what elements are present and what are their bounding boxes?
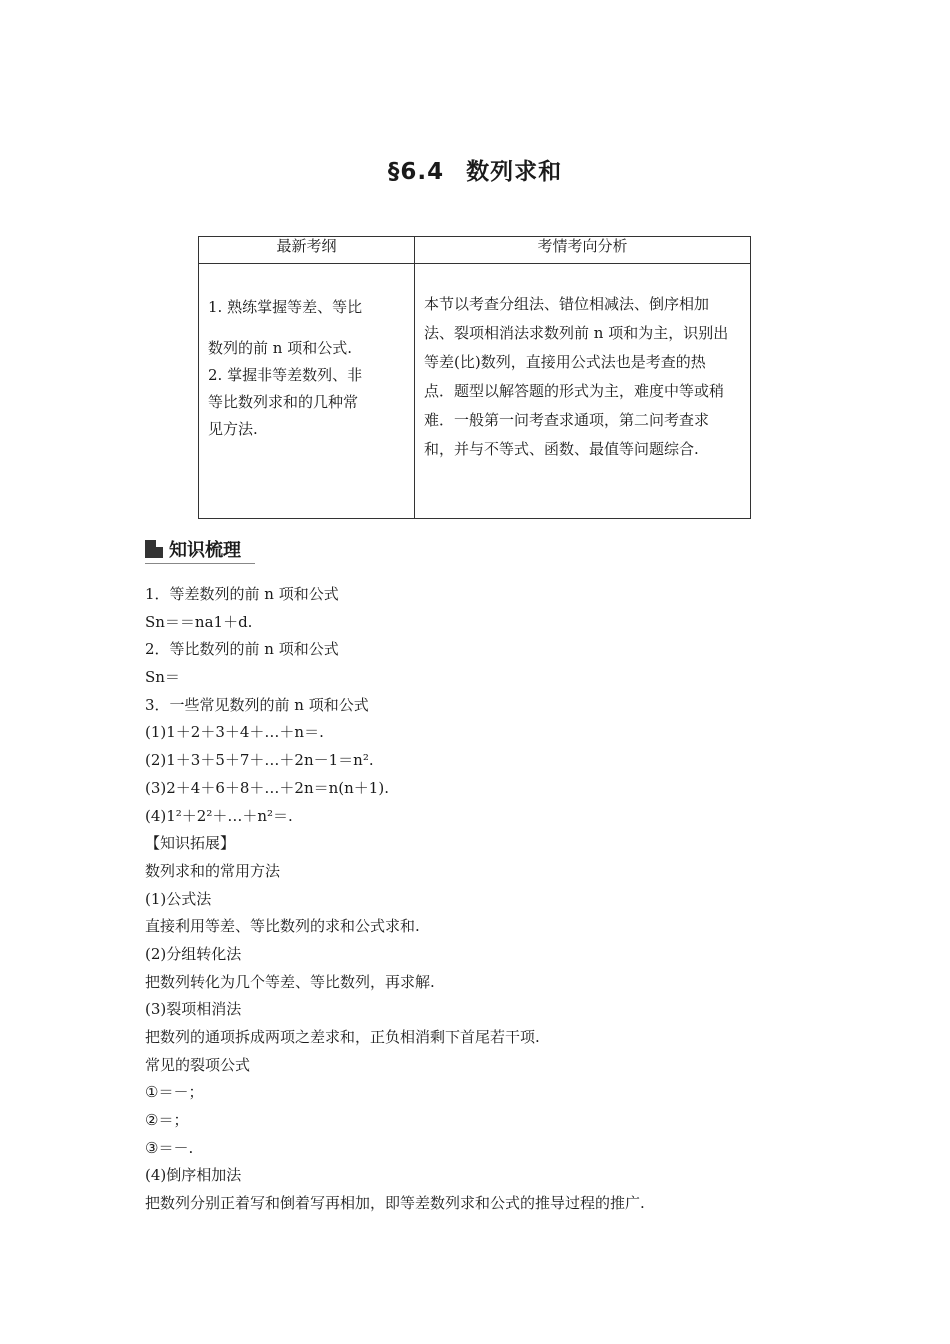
analysis-line: 点．题型以解答题的形式为主，难度中等或稍 xyxy=(424,382,725,400)
section-number: §6.4 xyxy=(387,159,445,185)
section-underline xyxy=(145,563,255,564)
content-line: 把数列的通项拆成两项之差求和，正负相消剩下首尾若干项. xyxy=(145,1028,540,1046)
syllabus-line: 1. 熟练掌握等差、等比 xyxy=(208,298,363,316)
content-line: (3)2＋4＋6＋8＋…＋2n＝n(n＋1). xyxy=(145,778,389,797)
content-line: Sn＝＝na1＋d. xyxy=(145,612,253,631)
content-line: Sn＝ xyxy=(145,668,180,687)
content-line: 1．等差数列的前 n 项和公式 xyxy=(145,585,339,603)
content-line: (2)分组转化法 xyxy=(145,944,242,963)
syllabus-cell xyxy=(199,264,415,519)
syllabus-line: 等比数列求和的几种常 xyxy=(208,393,359,411)
content-line: (4)倒序相加法 xyxy=(145,1166,242,1185)
header-latest-syllabus: 最新考纲 xyxy=(199,237,415,264)
section-title: 数列求和 xyxy=(466,159,563,185)
syllabus-line: 数列的前 n 项和公式. xyxy=(208,339,352,357)
analysis-line: 难．一般第一问考查求通项，第二问考查求 xyxy=(424,411,710,429)
content-line: 把数列分别正着写和倒着写再相加，即等差数列求和公式的推导过程的推广. xyxy=(145,1194,645,1213)
content-line: (1)1＋2＋3＋4＋…＋n＝. xyxy=(145,723,324,742)
content-line: (1)公式法 xyxy=(145,889,212,908)
content-line: ③＝－. xyxy=(145,1138,194,1157)
section-heading xyxy=(145,536,241,562)
page-title xyxy=(0,153,950,186)
content-line: 常见的裂项公式 xyxy=(145,1055,251,1074)
analysis-line: 法、裂项相消法求数列前 n 项和为主，识别出 xyxy=(424,324,729,342)
knowledge-content xyxy=(145,582,645,1219)
content-line: (3)裂项相消法 xyxy=(145,1000,242,1019)
header-exam-analysis: 考情考向分析 xyxy=(415,237,751,264)
syllabus-table xyxy=(198,236,751,519)
analysis-line: 本节以考查分组法、错位相减法、倒序相加 xyxy=(424,295,710,313)
content-line: (4)1²＋2²＋…＋n²＝. xyxy=(145,806,293,825)
analysis-line: 等差(比)数列，直接用公式法也是考查的热 xyxy=(424,353,706,371)
content-line: 数列求和的常用方法 xyxy=(145,861,281,880)
content-line: 2．等比数列的前 n 项和公式 xyxy=(145,640,339,659)
section-heading-text: 知识梳理 xyxy=(169,540,241,561)
knowledge-extension-label: 【知识拓展】 xyxy=(145,834,236,853)
content-line: ①＝－； xyxy=(145,1083,204,1102)
content-line: 3．一些常见数列的前 n 项和公式 xyxy=(145,695,369,714)
analysis-cell xyxy=(415,264,751,519)
section-marker-icon xyxy=(145,540,163,558)
syllabus-line: 2. 掌握非等差数列、非 xyxy=(208,366,363,384)
syllabus-line: 见方法. xyxy=(208,420,258,438)
table-body-row xyxy=(199,264,751,519)
content-line: 直接利用等差、等比数列的求和公式求和. xyxy=(145,917,420,936)
content-line: (2)1＋3＋5＋7＋…＋2n－1＝n². xyxy=(145,751,374,770)
content-line: ②＝； xyxy=(145,1111,189,1130)
content-line: 把数列转化为几个等差、等比数列，再求解. xyxy=(145,972,435,991)
analysis-line: 和，并与不等式、函数、最值等问题综合. xyxy=(424,440,699,458)
table-header-row xyxy=(199,237,751,264)
